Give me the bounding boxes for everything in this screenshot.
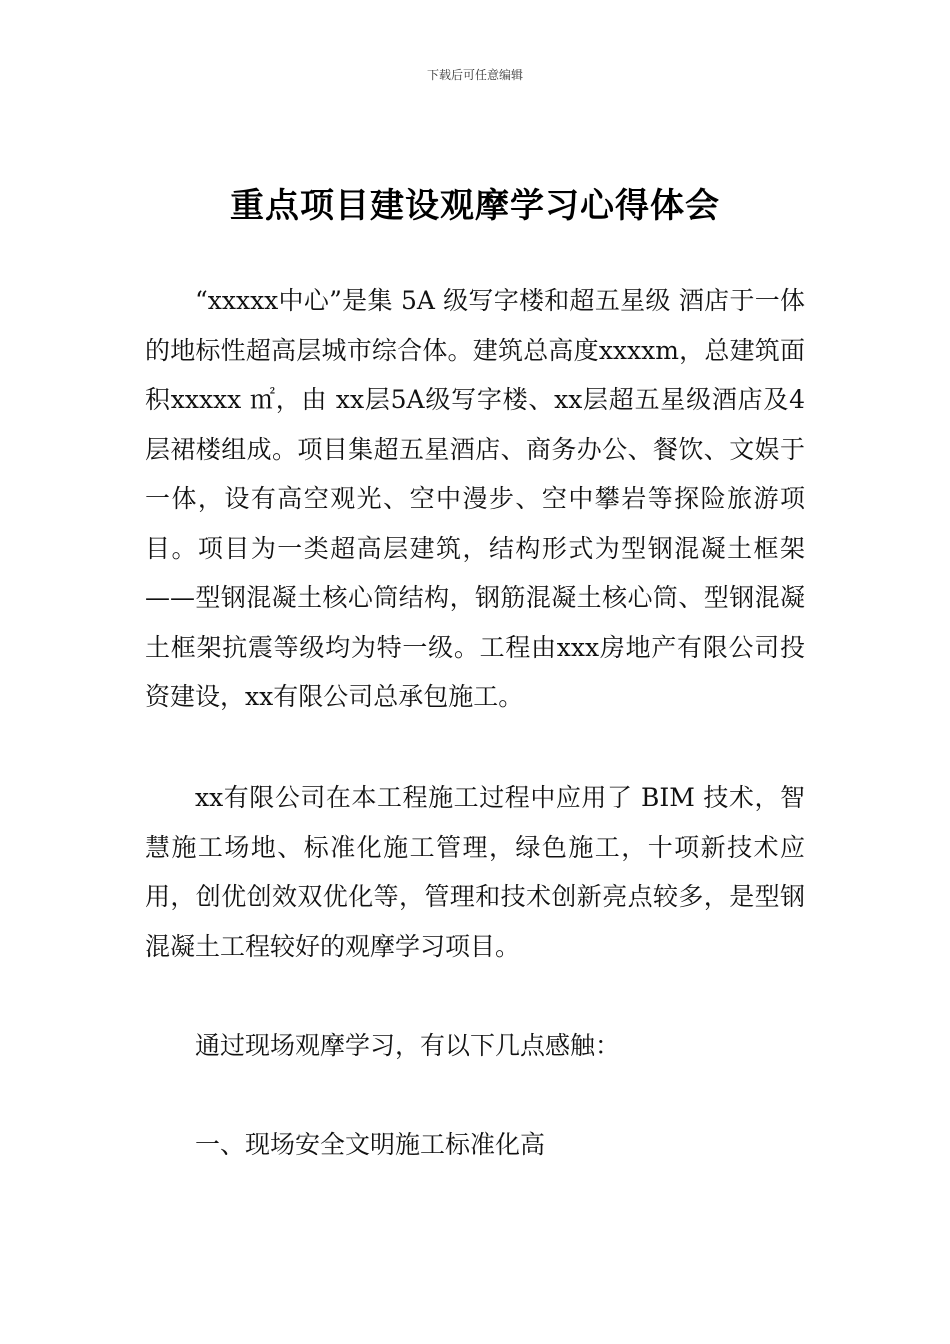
document-title: 重点项目建设观摩学习心得体会 [230, 186, 720, 226]
paragraph-project-overview: “xxxxx中心”是集 5A 级写字楼和超五星级 酒店于一体的地标性超高层城市综合体。建筑总高度xxxxm，总建筑面积xxxxx ㎡，由 xx层5A级写字楼、xx层超五星级酒店及4层裙楼组成。项目集超五星酒店、商务办公、餐饮、文娱于一体，设有高空观光、空中漫步、空中攀岩等探险旅游项目。项目为一类超高层建筑，结构形式为型钢混凝土框架——型钢混凝土核心筒结构，钢筋混凝土核心筒、型钢混凝土框架抗震等级均为特一级。工程由xxx房地产有限公司投资建设，xx有限公司总承包施工。 [145, 286, 805, 711]
section-heading-1: 一、现场安全文明施工标准化高 [195, 1130, 546, 1159]
paragraph-impressions-intro: 通过现场观摩学习，有以下几点感触： [195, 1031, 621, 1060]
header-note: 下载后可任意编辑 [426, 68, 523, 82]
paragraph-technology-highlights: xx有限公司在本工程施工过程中应用了 BIM 技术，智慧施工场地、标准化施工管理，绿色施工，十项新技术应用，创优创效双优化等，管理和技术创新亮点较多，是型钢混凝土工程较好的观摩学习项目。 [145, 783, 805, 961]
